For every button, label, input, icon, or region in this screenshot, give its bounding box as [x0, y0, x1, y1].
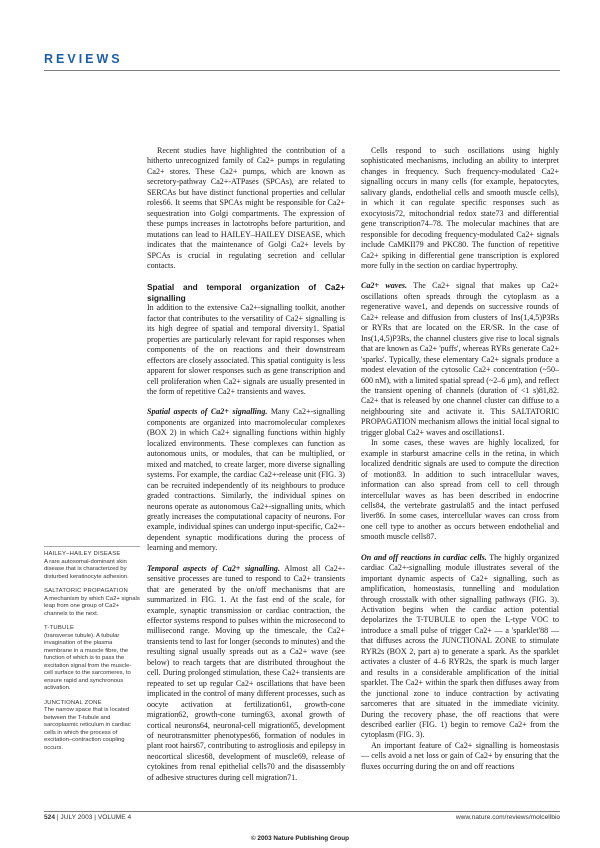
- onoff-text: The highly organized cardiac Ca2+-signalling module illustrates several of the important dynamic aspects of Ca2+ signalling, such as amplification, homeostasis, tunnelling and modulation through crosstalk with other signalling pathways (FIG. 3). Activation begins when the cardiac action potential depolarizes the T-TUBULE to open the L-type VOC to introduce a small pulse of trigger Ca2+ — a 'sparklet'88 — that diffuses across the JUNCTIONAL ZONE to stimulate RYR2s (BOX 2, part a) to generate a spark. As the sparklet activates a cluster of 4–6 RYR2s, the spark is much larger and results in a considerable amplification of the initial sparklet. The Ca2+ within the spark then diffuses away from the junctional zone to induce contraction by activating sarcomeres that are situated in the immediate vicinity. During the recovery phase, the off reactions that were described earlier (FIG. 1) begin to remove Ca2+ from the cytoplasm (FIG. 3).: [361, 552, 559, 740]
- paragraph-homeostasis: An important feature of Ca2+ signalling is homeostasis — cells avoid a net loss or gain of Ca2+ by ensuring that the fluxes occurring during the on and off reactions: [361, 740, 559, 771]
- glossary-term: SALTATORIC PROPAGATION: [44, 588, 128, 594]
- glossary-item: [44, 551, 140, 581]
- header-divider: [44, 70, 560, 71]
- glossary-definition: A rare autosomal-dominant skin disease that is characterized by disturbed keratinocyte adhesion.: [44, 558, 129, 580]
- issue-date: JULY 2003: [60, 814, 93, 821]
- glossary-term: T-TUBULE: [44, 625, 75, 631]
- glossary-item: [44, 625, 140, 693]
- footer-separator: |: [56, 814, 61, 821]
- section-label: REVIEWS: [44, 52, 123, 66]
- paragraph-onoff: [361, 553, 559, 741]
- heading-spatial-temporal: Spatial and temporal organization of Ca2+ signalling: [147, 282, 345, 303]
- glossary-definition: A mechanism by which Ca2+ signals leap from one group of Ca2+ channels to the next.: [44, 595, 140, 617]
- paragraph-spatial: [147, 407, 345, 553]
- footer-page-info: [44, 814, 131, 821]
- footer-divider: [44, 811, 560, 812]
- glossary-item: [44, 588, 140, 618]
- paragraph-waves: [361, 281, 559, 438]
- glossary-divider: [44, 546, 140, 547]
- paragraph-diversity: In addition to the extensive Ca2+-signalling toolkit, another factor that contributes to the versatility of Ca2+ signalling is its high degree of spatial and temporal diversity1. Spatial properties are particularly relevant for rapid responses when components of the on reactions and their downstream effectors are closely associated. This spatial contiguity is less apparent for slower responses such as gene transcription and cell proliferation when Ca2+ signals are usually presented in the form of repetitive Ca2+ transients and waves.: [147, 303, 345, 396]
- paragraph-oscillations: Cells respond to such oscillations using highly sophisticated mechanisms, including an ability to interpret changes in frequency. Such frequency-modulated Ca2+ signalling occurs in many cells (for example, hepatocytes, salivary glands, endothelial cells and smooth muscle cells), in which it can regulate specific responses such as exocytosis72, mitochondrial redox state73 and differential gene transcription74–78. The molecular machines that are responsible for decoding frequency-modulated Ca2+ signals include CaMKII79 and PKC80. The function of repetitive Ca2+ spiking in differential gene transcription is explored more fully in the section on cardiac hypertrophy.: [361, 146, 559, 270]
- paragraph-localized-waves: In some cases, these waves are highly localized, for example in starburst amacrine cells in the retina, in which localized dendritic signals are used to compute the direction of motion83. In addition to such intracellular waves, information can also spread from cell to cell through intercellular waves as has been described in endocrine cells84, the vertebrate gastrula85 and the intact perfused liver86. In some cases, intercellular waves can cross from one cell type to another as occurs between endothelial and smooth muscle cells87.: [361, 438, 559, 542]
- temporal-text: Almost all Ca2+-sensitive processes are tuned to respond to Ca2+ transients that are generated by the on/off mechanisms that are summarized in FIG. 1. At the fast end of the scale, for example, synaptic transmission or cardiac contraction, the effector systems respond to pulses within the microsecond to millisecond range. Moving up the timescale, the Ca2+ transients tend to last for longer (seconds to minutes) and the resulting signal usually spreads out as a Ca2+ wave (see below) to reach targets that are distributed throughout the cell. During prolonged stimulation, these Ca2+ transients are repeated to set up regular Ca2+ oscillations that have been implicated in the control of many different processes, such as oocyte activation at fertilization61, growth-cone migration62, growth-cone turning63, axonal growth of cortical neurons64, neuronal-cell migration65, development of neurotransmitter phenotypes66, formation of nodules in plant root hairs67, contributing to astrogliosis and epilepsy in neocortical slices68, development of muscle69, release of cytokines from renal epithelial cells70 and the disassembly of adhesive structures during cell migration71.: [147, 563, 345, 782]
- paragraph-spca: Recent studies have highlighted the contribution of a hitherto unrecognized family of Ca2+ pumps in regulating Ca2+ stores. These Ca2+ pumps, which are known as secretory-pathway Ca2+-ATPases (SPCAs), are related to SERCAs but have distinct functional properties and cellular roles66. It seems that SPCAs might be responsible for Ca2+ sequestration into Golgi compartments. The expression of these pumps increases in lactotrophs before parturition, and mutations can lead to HAILEY–HAILEY DISEASE, which indicates that the maintenance of Golgi Ca2+ levels by SPCAs is crucial in regulating secretion and cellular contacts.: [147, 146, 345, 270]
- glossary-sidebar: [44, 548, 140, 759]
- column-right: [361, 146, 559, 772]
- column-middle: [147, 146, 345, 783]
- footer-separator: |: [94, 814, 98, 821]
- volume: VOLUME 4: [97, 814, 132, 821]
- glossary-term: HAILEY–HAILEY DISEASE: [44, 551, 121, 557]
- runin-waves: Ca2+ waves.: [361, 281, 408, 291]
- waves-text: The Ca2+ signal that makes up Ca2+ oscillations often spreads through the cytoplasm as a regenerative wave1, and depends on successive rounds of Ca2+ release and diffusion from clusters of Ins(1,4,5)P3Rs or RYRs that are located on the ER/SR. In the case of Ins(1,4,5)P3Rs, the channel clusters give rise to local signals that are known as Ca2+ 'puffs', whereas RYRs generate Ca2+ 'sparks'. Typically, these elementary Ca2+ signals produce a modest elevation of the cytosolic Ca2+ concentration (~50–600 nM), with a limited spatial spread (~2–6 μm), and reflect the transient opening of channels (duration of <1 s)81,82. Ca2+ that is released by one channel cluster can diffuse to a neighbouring site and activate it. This SALTATORIC PROPAGATION mechanism allows the initial local signal to trigger global Ca2+ waves and oscillations1.: [361, 281, 559, 437]
- runin-onoff: On and off reactions in cardiac cells.: [361, 552, 487, 562]
- glossary-definition: (transverse tubule). A tubular invagination of the plasma membrane in a muscle fibre, the function of which is to pass the excitation signal from the muscle-cell surface to the sarcomeres, to ensure rapid and synchronous activation.: [44, 632, 132, 691]
- page-number: 524: [44, 814, 56, 821]
- journal-url: www.nature.com/reviews/molcellbio: [455, 814, 560, 821]
- runin-temporal: Temporal aspects of Ca2+ signalling.: [147, 563, 280, 573]
- glossary-item: [44, 700, 140, 753]
- glossary-definition: The narrow space that is located between the T-tubule and sarcoplasmic reticulum in cardiac cells in which the process of excitation–contraction coupling occurs.: [44, 707, 131, 751]
- glossary-term: JUNCTIONAL ZONE: [44, 699, 102, 706]
- spatial-text: Many Ca2+-signalling components are organized into macromolecular complexes (BOX 2) in which Ca2+ signalling functions within highly localized environments. These complexes can function as autonomous units, or modules, that can be multiplied, or mixed and matched, to create larger, more diverse signalling systems. For example, the cardiac Ca2+-release unit (FIG. 3) can be recruited independently of its neighbours to produce graded contractions. Similarly, the individual spines on neurons operate as autonomous Ca2+-signalling units, which greatly increases the computational capacity of neurons. For example, individual spines can undergo input-specific, Ca2+-dependent synaptic modifications during the process of learning and memory.: [147, 407, 345, 553]
- runin-spatial: Spatial aspects of Ca2+ signalling.: [147, 407, 268, 417]
- paragraph-temporal: [147, 564, 345, 784]
- copyright-notice: © 2003 Nature Publishing Group: [250, 835, 350, 842]
